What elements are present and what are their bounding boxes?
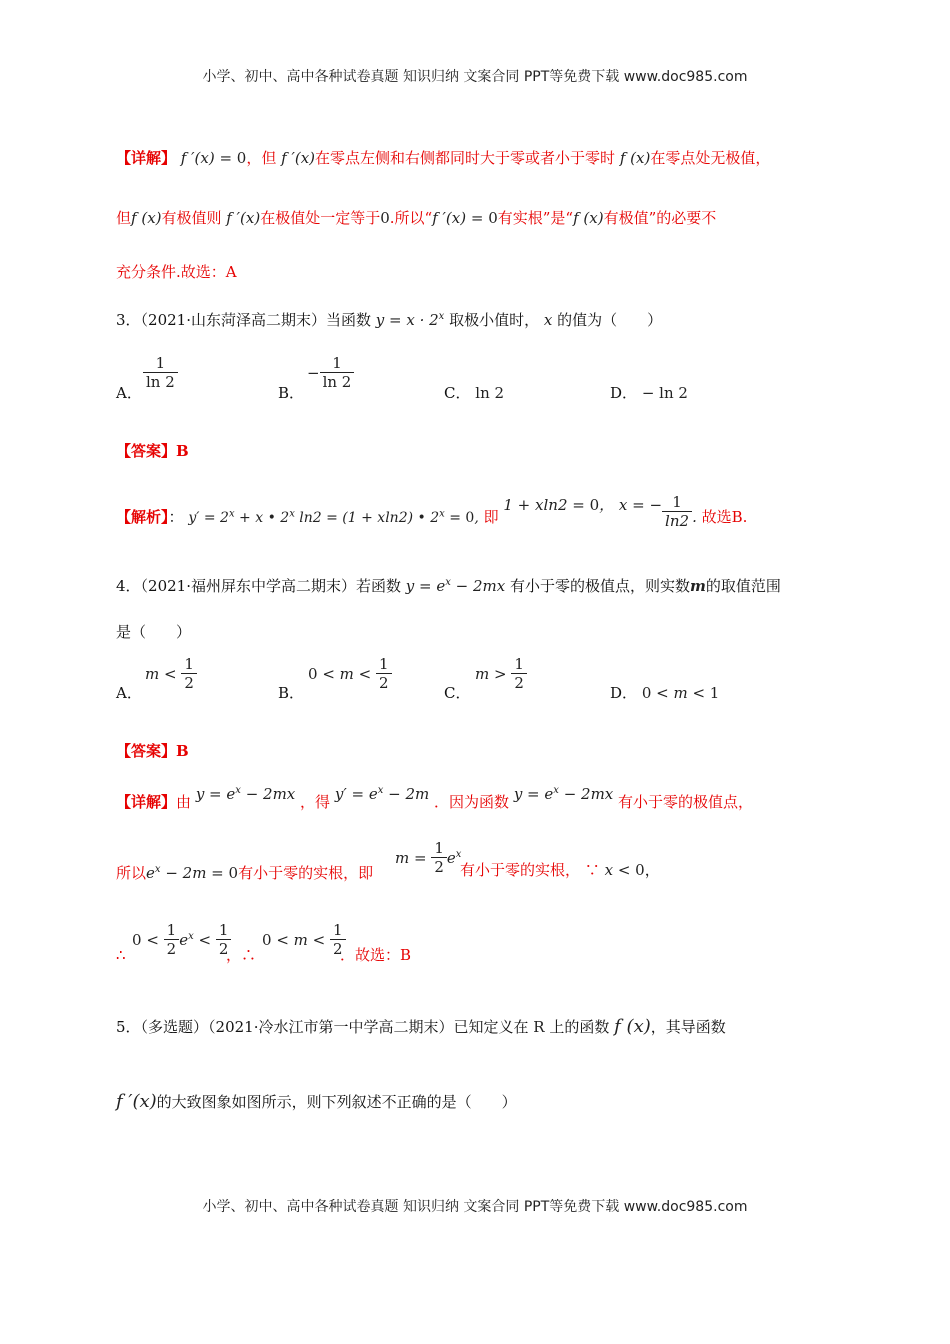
option-label: A．: [116, 384, 142, 402]
q3-number: 3．（2021·山东菏泽高二期末）当函数: [116, 311, 371, 329]
q4-text: 由: [176, 793, 192, 811]
fraction: $\frac{1}{2}$: [511, 656, 527, 692]
math-fx: f (x): [573, 209, 604, 227]
fraction: $\frac{1}{2}$: [431, 840, 447, 876]
q4-option-c: [444, 682, 470, 703]
q2-text: 有实根”是“: [497, 209, 574, 227]
q2-text: 在极值处一定等于: [260, 209, 381, 227]
option-math: 0 < m < 1: [641, 684, 720, 702]
q5-text: 上的函数: [549, 1018, 610, 1036]
q4-text: 有小于零的实根，即: [238, 864, 374, 882]
q4-detail-3-math-2: 0 < m < $\frac{1}{2}$: [262, 922, 346, 958]
math: $y = e^x - 2mx$: [195, 785, 296, 803]
option-math: − ln 2: [641, 384, 688, 402]
q3-text: 即: [483, 508, 499, 526]
therefore-symbol: ∴: [241, 946, 257, 964]
option-label: C．: [444, 684, 471, 702]
q5-stem-2: [116, 1092, 517, 1112]
q2-text: 但: [116, 209, 132, 227]
detail-tag: 【详解】: [116, 149, 177, 167]
math-fx: f (x): [614, 1016, 651, 1037]
fraction: $\frac{1}{2}$: [216, 922, 232, 958]
q2-text: ，但: [246, 149, 277, 167]
q3-option-d: [610, 382, 688, 403]
q5-stem: [116, 1017, 726, 1037]
math-fx: f (x): [131, 209, 162, 227]
q4-option-b-math: 0 < m < $\frac{1}{2}$: [308, 656, 392, 692]
fraction: $\frac{1}{\ln 2}$: [320, 355, 355, 391]
math-x: x: [543, 311, 553, 329]
math-y-eq-x2x: $y = x \cdot 2^x$: [375, 311, 445, 329]
option-label: B．: [278, 684, 305, 702]
page-footer: 小学、初中、高中各种试卷真题 知识归纳 文案合同 PPT等免费下载 www.doc985.com: [202, 1199, 748, 1215]
because-symbol: ∵: [584, 861, 600, 879]
q4-text: ，: [226, 946, 242, 964]
math-fprime-eq-0: f ′(x) = 0: [432, 209, 498, 227]
math-fx: f (x): [619, 149, 651, 167]
fraction: $\frac{1}{2}$: [376, 656, 392, 692]
q5-text: 的大致图象如图所示，则下列叙述不正确的是（ ）: [156, 1093, 517, 1111]
math-R: R: [533, 1018, 545, 1036]
q4-option-c-math: m > $\frac{1}{2}$: [475, 656, 527, 692]
colon: ：: [168, 508, 184, 526]
math: $y' = e^x - 2m$: [334, 785, 430, 803]
q3-answer: [116, 441, 189, 461]
therefore-symbol: ∴: [116, 946, 126, 964]
q3-option-b: [278, 382, 304, 403]
q4-text: ，得: [300, 793, 331, 811]
page-header: 小学、初中、高中各种试卷真题 知识归纳 文案合同 PPT等免费下载 www.doc985.com: [202, 69, 748, 85]
q4-detail-3c: [340, 945, 411, 965]
fraction: $\frac{1}{\ln 2}$: [143, 355, 178, 391]
math: $e^x - 2m = 0$: [146, 864, 239, 882]
analysis-tag: 【解析】: [116, 508, 169, 526]
q4-text: ．因为函数: [434, 793, 510, 811]
math-fprime: f ′(x): [226, 209, 261, 227]
q3-text: 取极小值时，: [449, 311, 540, 329]
math-fprime: f ′(x): [116, 1091, 157, 1112]
q2-text: 有极值则: [161, 209, 222, 227]
q5-number: 5．（多选题）（2021·冷水江市第一中学高二期末）已知定义在: [116, 1018, 529, 1036]
q3-text: 的值为（ ）: [557, 311, 663, 329]
q3-text: B.: [731, 508, 748, 526]
answer-tag: 【答案】: [116, 742, 177, 760]
q4-text: 有小于零的极值点，则实数: [510, 577, 691, 595]
q4-detail-2b: 有小于零的实根， ∵ x < 0，: [460, 861, 660, 879]
q4-text: 有小于零的极值点，: [618, 793, 754, 811]
q4-text: 的取值范围: [705, 577, 781, 595]
option-label: D．: [610, 684, 638, 702]
q4-stem: [116, 573, 781, 596]
fraction: $\frac{1}{\ln 2}$: [662, 494, 692, 530]
math-derivative: $y' = 2^x + x$ • 2$^x$ ln2 = (1 + xln2) • $2^x = 0$,: [188, 508, 479, 526]
math-y-eq-ex-2mx: $y = e^x - 2mx$: [405, 577, 506, 595]
math-zero: 0: [380, 209, 390, 227]
q4-text: 有小于零的实根，: [460, 861, 581, 879]
q2-detail-line-1: [116, 148, 770, 168]
q4-option-a: [116, 682, 142, 703]
math: x < 0: [604, 861, 645, 879]
math: $y = e^x - 2mx$: [513, 785, 614, 803]
q2-detail-line-3: 充分条件.故选：A: [116, 263, 237, 281]
q2-text: .所以“: [389, 209, 433, 227]
q4-text: ．故选：B: [340, 946, 412, 964]
q4-detail-3: [116, 945, 126, 965]
q4-detail-2: [116, 860, 373, 883]
q2-text: 有极值”的必要不: [603, 209, 717, 227]
answer-value: B: [176, 742, 189, 760]
q4-option-d: [610, 682, 719, 703]
q3-stem: [116, 307, 662, 330]
math-root: 1 + xln2 = 0， x = −: [503, 496, 663, 514]
q4-detail-1: [116, 785, 754, 812]
q3-option-b-math: − $\frac{1}{\ln 2}$: [307, 355, 354, 391]
q4-stem-2: 是（ ）: [116, 623, 192, 641]
q4-detail-2-math: m = $\frac{1}{2}$ $e^x$: [395, 839, 462, 876]
math-fprime-eq-0: f ′(x) = 0: [180, 149, 247, 167]
option-math: ln 2: [475, 384, 505, 402]
answer-value: B: [176, 442, 189, 460]
q3-option-c: [444, 382, 504, 403]
q5-text: ，其导函数: [650, 1018, 726, 1036]
fraction: $\frac{1}{2}$: [330, 922, 346, 958]
option-label: C．: [444, 384, 471, 402]
q4-text: 所以: [116, 864, 147, 882]
q4-answer: [116, 741, 189, 761]
q4-detail-3-math-1: 0 < $\frac{1}{2}$ $e^x$ < $\frac{1}{2}$: [132, 922, 231, 958]
math-m: m: [690, 577, 706, 595]
q4-detail-3b: [226, 945, 256, 965]
detail-tag: 【详解】: [116, 793, 177, 811]
math-fprime: f ′(x): [281, 149, 316, 167]
fraction: $\frac{1}{2}$: [164, 922, 180, 958]
option-label: B．: [278, 384, 305, 402]
option-label: A．: [116, 684, 142, 702]
q3-option-a-math: [143, 355, 178, 391]
q3-text: 故选: [701, 508, 732, 526]
fraction: $\frac{1}{2}$: [181, 656, 197, 692]
q2-text: 在零点处无极值，: [650, 149, 771, 167]
answer-tag: 【答案】: [116, 442, 177, 460]
q2-detail-line-2: [116, 208, 716, 228]
q3-analysis: 【解析】： $y' = 2^x + x$ • 2$^x$ ln2 = (1 + xln2) • $2^x = 0$, 即 1 + xln2 = 0， x = − $\frac{1}{\ln 2}$ . 故选B.: [116, 493, 748, 530]
q2-text: 在零点左侧和右侧都同时大于零或者小于零时: [315, 149, 616, 167]
q3-option-a: [116, 382, 142, 403]
q4-option-b: [278, 682, 304, 703]
q4-number: 4．（2021·福州屏东中学高二期末）若函数: [116, 577, 401, 595]
option-label: D．: [610, 384, 638, 402]
q4-option-a-math: m < $\frac{1}{2}$: [145, 656, 197, 692]
